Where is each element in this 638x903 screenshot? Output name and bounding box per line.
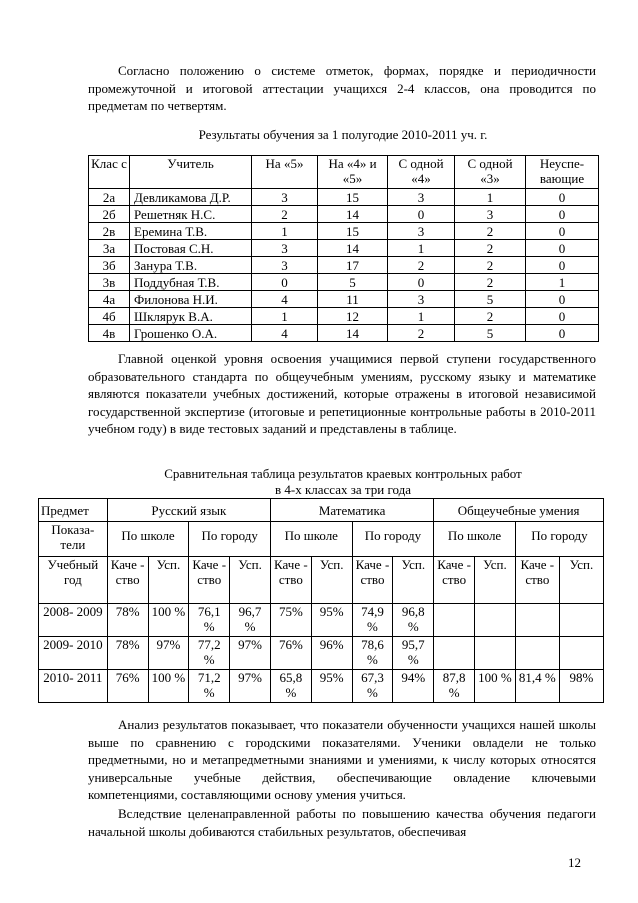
table1-header-cell: Учитель	[130, 156, 252, 189]
table1-cell: 12	[318, 308, 388, 325]
table2-year-cell: 2008- 2009	[39, 604, 108, 637]
table2-value-cell: 96%	[311, 637, 352, 670]
table2-year-cell: 2009- 2010	[39, 637, 108, 670]
table1-cell: 5	[455, 291, 526, 308]
table2-value-cell: 76,1 %	[189, 604, 230, 637]
table1-cell: 1	[526, 274, 599, 291]
table1-cell: 5	[455, 325, 526, 342]
table2-value-cell: 87,8 %	[434, 670, 475, 703]
table1-cell: 15	[318, 189, 388, 206]
table1-cell: 5	[318, 274, 388, 291]
table2-value-cell: 96,8 %	[393, 604, 434, 637]
table-row	[89, 240, 599, 257]
table2-value-cell: 75%	[270, 604, 311, 637]
table1-header-cell: С одной «4»	[388, 156, 455, 189]
table2-value-cell: 71,2 %	[189, 670, 230, 703]
table-row	[89, 257, 599, 274]
table2-scope-cell: По городу	[352, 522, 434, 557]
table2-value-cell: 95%	[311, 670, 352, 703]
table2-year-cell: 2010- 2011	[39, 670, 108, 703]
table2-metric-cell: Усп.	[148, 557, 189, 604]
table1-cell: 1	[388, 240, 455, 257]
table1-cell: 0	[526, 308, 599, 325]
table1-cell: 1	[252, 308, 318, 325]
table2-metric-row	[39, 557, 604, 604]
table1-cell: 0	[526, 257, 599, 274]
table2-value-cell: 100 %	[475, 670, 516, 703]
table2-metric-cell: Каче - ство	[434, 557, 475, 604]
table-row	[89, 206, 599, 223]
table2-value-cell: 97%	[230, 670, 271, 703]
table2-header-cell: Показа- тели	[39, 522, 108, 557]
table1-cell: Еремина Т.В.	[130, 223, 252, 240]
table1-cell: 2	[388, 257, 455, 274]
table1-cell: 0	[388, 206, 455, 223]
table2-value-cell: 78%	[107, 604, 148, 637]
analysis-paragraph: Анализ результатов показывает, что показатели обученности учащихся нашей школы выше по сравнению с городскими показателями. Ученики овладели не только предметными, но и метапредметными знаниями и умениями, к числу которых относятся универсальные учебные действия, обеспечивающие овладение ключевыми компетенциями, составляющими основу умения учиться.	[88, 717, 596, 803]
table2-value-cell	[434, 637, 475, 670]
table1-cell: 0	[526, 240, 599, 257]
table1-cell: 2	[252, 206, 318, 223]
table1-cell: 0	[526, 206, 599, 223]
table2-value-cell: 77,2 %	[189, 637, 230, 670]
table1-cell: 4в	[89, 325, 130, 342]
table2-value-cell: 78,6 %	[352, 637, 393, 670]
table2-value-cell: 96,7 %	[230, 604, 271, 637]
table2-caption-line2: в 4-х классах за три года	[275, 482, 411, 497]
table1-cell: 0	[526, 325, 599, 342]
table1-cell: 4а	[89, 291, 130, 308]
table2-value-cell	[559, 604, 603, 637]
table2-value-cell: 95,7 %	[393, 637, 434, 670]
table1-cell: 1	[252, 223, 318, 240]
intro-paragraph: Согласно положению о системе отметок, формах, порядке и периодичности промежуточной и итоговой аттестации учащихся 2-4 классов, она проводится по предметам по четвертям.	[88, 63, 596, 114]
table2-metric-cell: Каче - ство	[270, 557, 311, 604]
table1-cell: 2	[388, 325, 455, 342]
table1-cell: Грошенко О.А.	[130, 325, 252, 342]
table1-cell: Занура Т.В.	[130, 257, 252, 274]
page-number: 12	[568, 855, 581, 870]
table2-scope-cell: По школе	[107, 522, 189, 557]
table1-cell: 14	[318, 325, 388, 342]
table1-cell: 2	[455, 308, 526, 325]
table1-caption: Результаты обучения за 1 полугодие 2010-2011 уч. г.	[198, 127, 488, 142]
table-row	[89, 274, 599, 291]
table2-value-cell: 76%	[270, 637, 311, 670]
table1-cell: 1	[455, 189, 526, 206]
table1-header-cell: Неуспе- вающие	[526, 156, 599, 189]
table1-cell: 3	[252, 240, 318, 257]
table1-cell: 0	[252, 274, 318, 291]
comparison-table	[38, 498, 604, 703]
table1-header-cell: На «4» и «5»	[318, 156, 388, 189]
table2-scope-cell: По школе	[270, 522, 352, 557]
table2-scope-cell: По городу	[189, 522, 271, 557]
table2-subject-cell: Русский язык	[107, 499, 270, 522]
table1-cell: 11	[318, 291, 388, 308]
table2-value-cell: 97%	[230, 637, 271, 670]
table2-value-cell	[475, 637, 516, 670]
table2-subject-row	[39, 499, 604, 522]
table2-value-cell: 95%	[311, 604, 352, 637]
assessment-paragraph: Главной оценкой уровня освоения учащимися первой ступени государственного образовательного стандарта по общеучебным умениям, русскому языку и математике являются показатели учебных достижений, которые отражены в итоговой независимой государственной экспертизе (итоговые и репетиционные контрольные работы в 2010-2011 учебном году) в виде тестовых заданий и представлены в таблице.	[88, 351, 596, 437]
table-row	[89, 308, 599, 325]
table2-header-cell: Предмет	[39, 499, 108, 522]
table-row	[89, 223, 599, 240]
table1-cell: 2б	[89, 206, 130, 223]
table1-header-cell: С одной «3»	[455, 156, 526, 189]
table2-metric-cell: Каче - ство	[352, 557, 393, 604]
table1-cell: 3	[388, 223, 455, 240]
table2-value-cell: 67,3 %	[352, 670, 393, 703]
table1-cell: Решетняк Н.С.	[130, 206, 252, 223]
table2-subject-cell: Математика	[270, 499, 433, 522]
table1-cell: 1	[388, 308, 455, 325]
table1-cell: 2	[455, 223, 526, 240]
table1-header-cell: На «5»	[252, 156, 318, 189]
table2-caption	[88, 466, 598, 498]
table2-metric-cell: Каче - ство	[107, 557, 148, 604]
conclusion-paragraph: Вследствие целенаправленной работы по повышению качества обучения педагоги начальной школы добиваются стабильных результатов, обеспечивая	[88, 806, 596, 839]
table2-value-cell	[515, 604, 559, 637]
table1-cell: Девликамова Д.Р.	[130, 189, 252, 206]
table2-metric-cell: Каче - ство	[189, 557, 230, 604]
table1-cell: 3	[455, 206, 526, 223]
table2-value-cell: 94%	[393, 670, 434, 703]
table2-metric-cell: Каче - ство	[515, 557, 559, 604]
table1-cell: 2а	[89, 189, 130, 206]
table-row	[89, 325, 599, 342]
table2-value-cell: 100 %	[148, 670, 189, 703]
table1-cell: 14	[318, 206, 388, 223]
table1-cell: 3	[252, 257, 318, 274]
table2-value-cell: 74,9 %	[352, 604, 393, 637]
table1-cell: 3	[388, 291, 455, 308]
table1-cell: Шклярук В.А.	[130, 308, 252, 325]
table1-cell: 2	[455, 257, 526, 274]
table1-cell: 3	[388, 189, 455, 206]
table1-cell: 4	[252, 325, 318, 342]
table1-cell: 3в	[89, 274, 130, 291]
table1-cell: 3б	[89, 257, 130, 274]
results-table	[88, 155, 599, 342]
table2-value-cell: 97%	[148, 637, 189, 670]
table2-metric-cell: Усп.	[475, 557, 516, 604]
table-row	[39, 637, 604, 670]
table1-cell: 3	[252, 189, 318, 206]
table1-cell: 3а	[89, 240, 130, 257]
table-row	[39, 670, 604, 703]
table1-cell: 0	[526, 189, 599, 206]
table2-value-cell: 100 %	[148, 604, 189, 637]
table2-value-cell: 76%	[107, 670, 148, 703]
table2-caption-line1: Сравнительная таблица результатов краевых контрольных работ	[164, 466, 522, 481]
table2-metric-cell: Усп.	[311, 557, 352, 604]
table1-header-cell: Клас с	[89, 156, 130, 189]
table1-cell: 17	[318, 257, 388, 274]
table1-cell: Поддубная Т.В.	[130, 274, 252, 291]
table1-cell: 4б	[89, 308, 130, 325]
table1-cell: Филонова Н.И.	[130, 291, 252, 308]
table2-scope-row	[39, 522, 604, 557]
table2-scope-cell: По городу	[515, 522, 603, 557]
table2-value-cell	[515, 637, 559, 670]
table2-subject-cell: Общеучебные умения	[434, 499, 604, 522]
table2-value-cell: 65,8 %	[270, 670, 311, 703]
table2-metric-cell: Усп.	[559, 557, 603, 604]
table-row	[39, 604, 604, 637]
table1-cell: 2в	[89, 223, 130, 240]
table1-header-row	[89, 156, 599, 189]
table1-cell: 2	[455, 240, 526, 257]
table-row	[89, 291, 599, 308]
table2-header-cell: Учебный год	[39, 557, 108, 604]
table1-cell: 2	[455, 274, 526, 291]
table2-metric-cell: Усп.	[230, 557, 271, 604]
table2-scope-cell: По школе	[434, 522, 516, 557]
table2-value-cell	[559, 637, 603, 670]
table1-cell: 4	[252, 291, 318, 308]
table1-cell: 0	[526, 223, 599, 240]
table2-value-cell: 78%	[107, 637, 148, 670]
table1-cell: Постовая С.Н.	[130, 240, 252, 257]
table2-value-cell: 98%	[559, 670, 603, 703]
table-row	[89, 189, 599, 206]
table1-cell: 15	[318, 223, 388, 240]
table1-cell: 0	[526, 291, 599, 308]
table1-cell: 14	[318, 240, 388, 257]
table2-metric-cell: Усп.	[393, 557, 434, 604]
table2-value-cell: 81,4 %	[515, 670, 559, 703]
table1-cell: 0	[388, 274, 455, 291]
table2-value-cell	[434, 604, 475, 637]
table2-value-cell	[475, 604, 516, 637]
